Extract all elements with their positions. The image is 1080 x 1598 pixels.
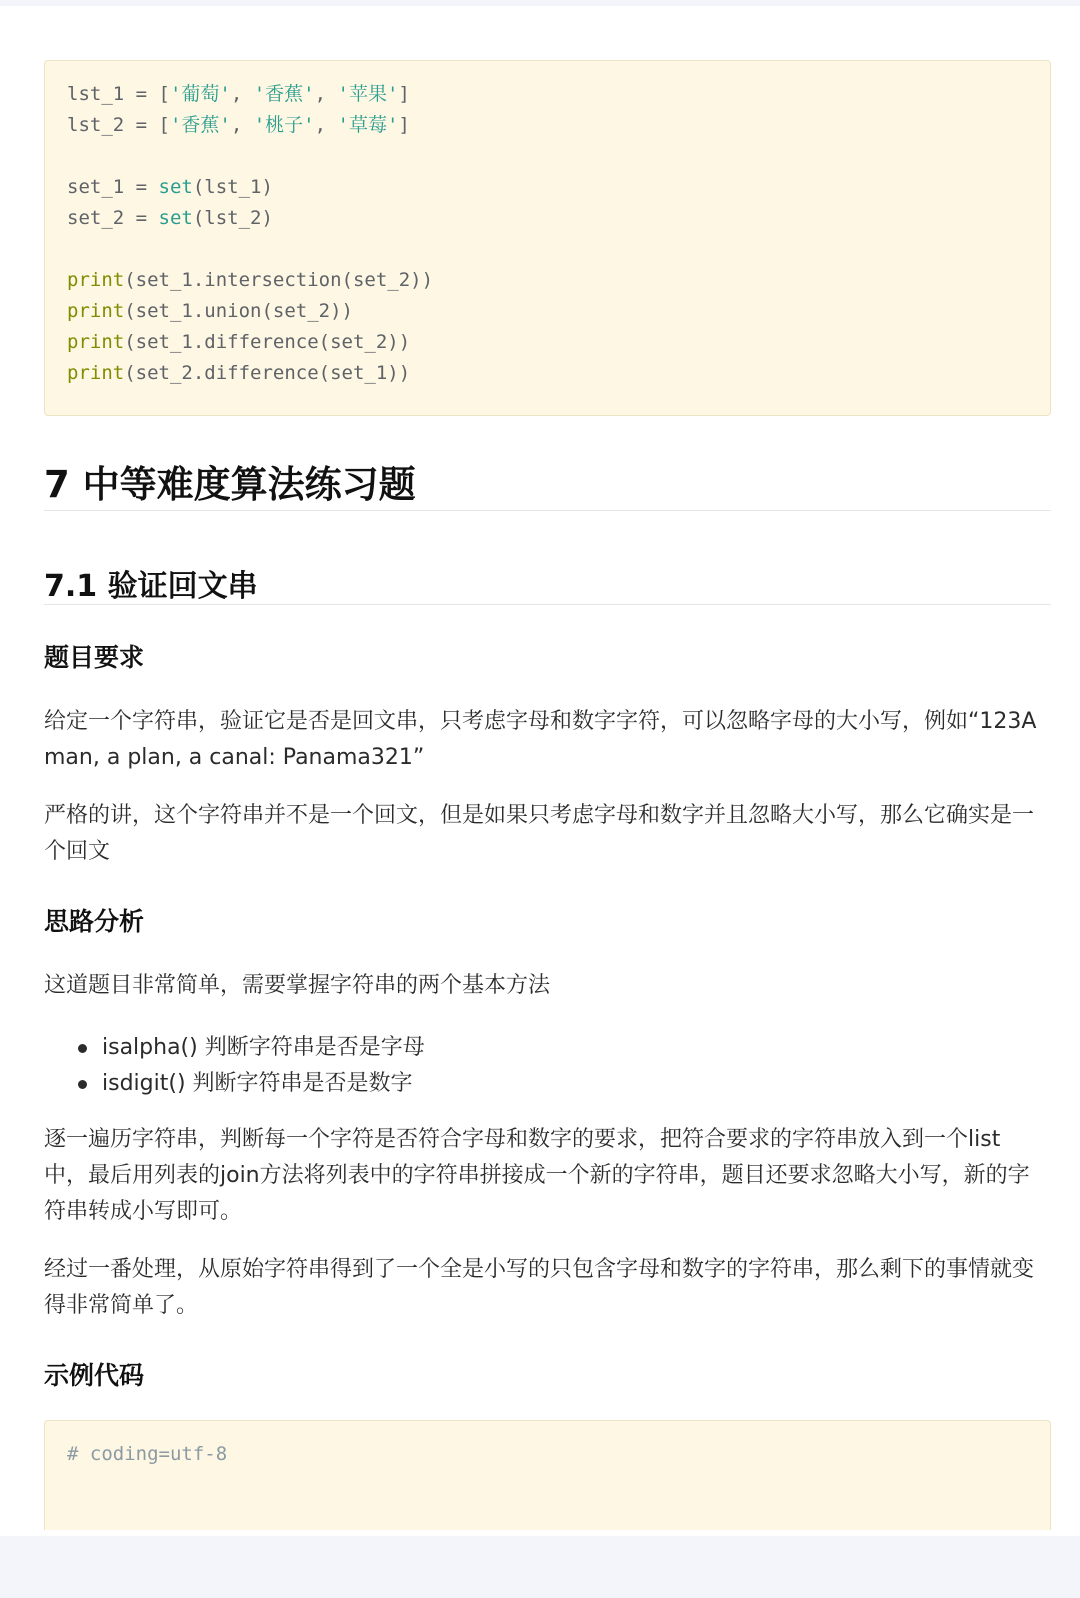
paragraph-analysis-intro: 这道题目非常简单，需要掌握字符串的两个基本方法 [44, 973, 551, 998]
code-token: lst_2 = [ [67, 114, 170, 136]
code-token: '桃子' [253, 114, 315, 136]
code-token: set_2 = [67, 207, 159, 229]
code-lines [67, 1439, 227, 1470]
code-lines [67, 79, 433, 389]
document-page [0, 6, 1080, 1536]
code-block-set-operations [44, 60, 1051, 416]
heading-requirements: 题目要求 [44, 643, 145, 672]
code-token: ] [398, 114, 410, 136]
code-line [67, 203, 433, 234]
paragraph-analysis-steps: 逐一遍历字符串，判断每一个字符是否符合字母和数字的要求，把符合要求的字符串放入到一个list中，最后用列表的join方法将列表中的字符串拼接成一个新的字符串，题目还要求忽略大小写，新的字符串转成小写即可。 [44, 1127, 1030, 1224]
code-token: '香蕉' [169, 114, 231, 136]
code-token: print [67, 300, 125, 322]
code-line [67, 265, 433, 296]
list-item [44, 1030, 425, 1066]
code-token: print [67, 269, 125, 291]
code-token: set [158, 176, 193, 198]
code-line [67, 234, 433, 265]
code-line [67, 172, 433, 203]
heading-section-7-1: 7.1 验证回文串 [44, 569, 258, 604]
code-token: # coding=utf-8 [67, 1443, 228, 1465]
heading-chapter-7: 7 中等难度算法练习题 [44, 463, 416, 506]
code-token: (set_2.difference(set_1)) [124, 362, 411, 384]
code-token: , [314, 83, 338, 105]
code-token: (set_1.union(set_2)) [124, 300, 353, 322]
code-line [67, 1439, 227, 1470]
paragraph-requirement-1: 给定一个字符串，验证它是否是回文串，只考虑字母和数字字符，可以忽略字母的大小写，例如“123A man, a plan, a canal: Panama321” [44, 709, 1037, 770]
code-token: lst_1 = [ [67, 83, 170, 105]
code-token: (lst_1) [192, 176, 273, 198]
code-token: (set_1.intersection(set_2)) [124, 269, 434, 291]
code-token: print [67, 331, 125, 353]
code-token: , [314, 114, 338, 136]
code-token: , [230, 114, 254, 136]
list-item [44, 1066, 425, 1102]
paragraph-requirement-2: 严格的讲，这个字符串并不是一个回文，但是如果只考虑字母和数字并且忽略大小写，那么它确实是一个回文 [44, 803, 1035, 864]
code-token: (set_1.difference(set_2)) [124, 331, 411, 353]
heading-example-code: 示例代码 [44, 1361, 145, 1390]
heading-underline [44, 510, 1051, 511]
paragraph-analysis-conclusion: 经过一番处理，从原始字符串得到了一个全是小写的只包含字母和数字的字符串，那么剩下的事情就变得非常简单了。 [44, 1257, 1035, 1318]
code-line [67, 79, 433, 110]
heading-underline [44, 604, 1051, 605]
list-item-text: isdigit() 判断字符串是否是数字 [102, 1071, 413, 1096]
code-token: '草莓' [337, 114, 399, 136]
code-token: ] [398, 83, 410, 105]
code-line [67, 296, 433, 327]
code-token: print [67, 362, 125, 384]
code-token: '香蕉' [253, 83, 315, 105]
code-token: '苹果' [337, 83, 399, 105]
code-line [67, 358, 433, 389]
code-line [67, 110, 433, 141]
heading-analysis: 思路分析 [44, 907, 145, 936]
code-token: , [230, 83, 254, 105]
bullet-dot [78, 1044, 87, 1053]
code-token: (lst_2) [192, 207, 273, 229]
method-list [44, 1030, 425, 1102]
bullet-dot [78, 1080, 87, 1089]
code-token: set_1 = [67, 176, 159, 198]
code-line [67, 327, 433, 358]
code-block-example [44, 1420, 1051, 1530]
code-line [67, 141, 433, 172]
code-token: set [158, 207, 193, 229]
code-token: '葡萄' [169, 83, 231, 105]
list-item-text: isalpha() 判断字符串是否是字母 [102, 1035, 425, 1060]
